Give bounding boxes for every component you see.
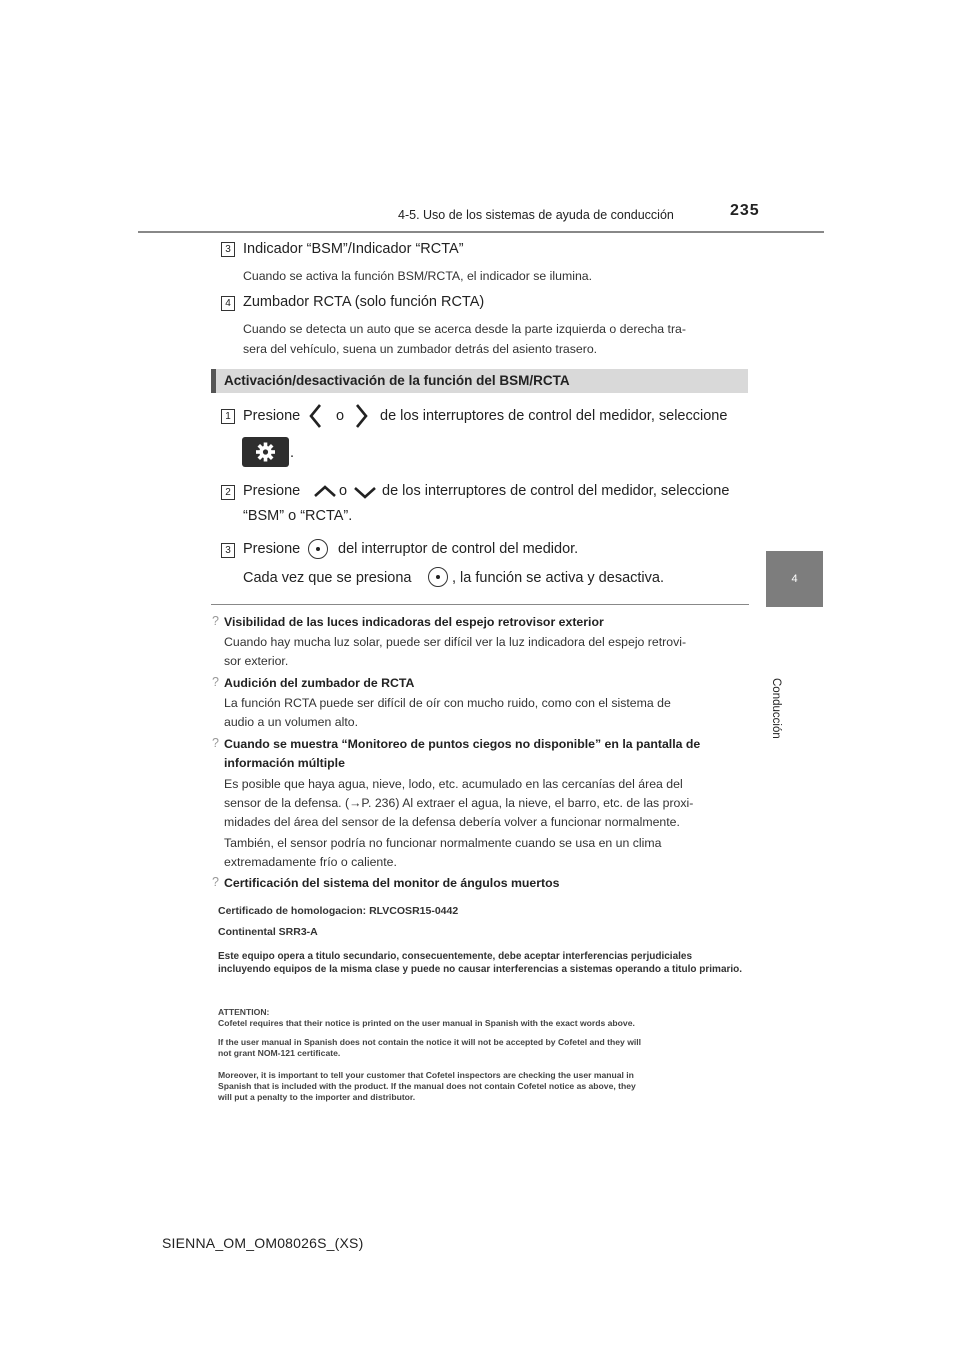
note-body: extremadamente frío o caliente. [224, 855, 397, 869]
note-body: sensor de la defensa. (→P. 236) Al extraer el agua, la nieve, el barro, etc. de las proxi- [224, 796, 694, 810]
note-heading: información múltiple [224, 756, 345, 770]
note-marker: ? [212, 614, 219, 628]
note-heading: Cuando se muestra “Monitoreo de puntos ciegos no disponible” en la pantalla de [224, 737, 701, 751]
note-body: audio a un volumen alto. [224, 715, 358, 729]
item-description: Cuando se detecta un auto que se acerca desde la parte izquierda o derecha tra- [243, 322, 686, 336]
step-text: Presione [243, 408, 301, 424]
note-body: La función RCTA puede ser difícil de oír con mucho ruido, como con el sistema de [224, 696, 671, 710]
note-body: Es posible que haya agua, nieve, lodo, etc. acumulado en las cercanías del área del [224, 777, 683, 791]
item-number-box: 4 [221, 296, 235, 311]
step-text: . [290, 445, 295, 461]
step-text: Presione [243, 483, 301, 499]
notes-divider [211, 604, 749, 605]
chevron-right-icon [353, 402, 369, 430]
step-number-box: 1 [221, 409, 235, 424]
step-text: “BSM” o “RCTA”. [243, 508, 353, 524]
attention-line: not grant NOM-121 certificate. [218, 1048, 341, 1058]
attention-line: Moreover, it is important to tell your customer that Cofetel inspectors are checking the user manual in [218, 1070, 634, 1080]
note-body: midades del área del sensor de la defensa debería volver a funcionar normalmente. [224, 815, 680, 829]
section-bar-accent [211, 369, 216, 393]
item-description: sera del vehículo, suena un zumbador detrás del asiento trasero. [243, 342, 598, 356]
settings-button-graphic [242, 437, 289, 467]
note-heading: Certificación del sistema del monitor de ángulos muertos [224, 876, 560, 890]
step-number-box: 3 [221, 543, 235, 558]
note-body: También, el sensor podría no funcionar normalmente cuando se usa en un clima [224, 836, 662, 850]
cert-line: Este equipo opera a titulo secundario, consecuentemente, debe aceptar interferencias perjudiciales [218, 951, 693, 962]
item-title: Indicador “BSM”/Indicador “RCTA” [243, 241, 464, 257]
chapter-tab-number: 4 [791, 573, 798, 585]
step-text: de los interruptores de control del medidor, seleccione [382, 483, 730, 499]
step-text: o [339, 483, 348, 499]
note-heading: Visibilidad de las luces indicadoras del espejo retrovisor exterior [224, 615, 604, 629]
cert-line: incluyendo equipos de la misma clase y puede no causar interferencias a sistemas operando a titulo primario. [218, 964, 743, 975]
attention-line: will put a penalty to the importer and distributor. [218, 1092, 416, 1102]
item-title: Zumbador RCTA (solo función RCTA) [243, 294, 485, 310]
document-footer-code: SIENNA_OM_OM08026S_(XS) [162, 1235, 364, 1251]
step-number-box: 2 [221, 485, 235, 500]
chevron-down-icon [352, 486, 378, 500]
enter-button-icon [308, 539, 328, 559]
page-number: 235 [730, 202, 760, 219]
attention-line: Cofetel requires that their notice is printed on the user manual in Spanish with the exact words above. [218, 1018, 635, 1028]
note-marker: ? [212, 736, 219, 750]
item-description: Cuando se activa la función BSM/RCTA, el indicador se ilumina. [243, 269, 593, 283]
attention-line: If the user manual in Spanish does not contain the notice it will not be accepted by Cofetel and they will [218, 1037, 642, 1047]
section-heading-bar [211, 369, 748, 393]
chevron-left-icon [308, 402, 324, 430]
step-text: del interruptor de control del medidor. [338, 541, 579, 557]
note-body: sor exterior. [224, 654, 289, 668]
header-rule [138, 231, 824, 233]
attention-line: ATTENTION: [218, 1007, 270, 1017]
cert-line: Continental SRR3-A [218, 926, 318, 938]
chapter-tab-label: Conducción [770, 678, 782, 739]
step-text: , la función se activa y desactiva. [452, 570, 664, 586]
step-text: Cada vez que se presiona [243, 570, 412, 586]
step-text: Presione [243, 541, 301, 557]
attention-line: Spanish that is included with the product. If the manual does not contain Cofetel notice as above, they [218, 1081, 636, 1091]
running-header-section: 4-5. Uso de los sistemas de ayuda de conducción [398, 208, 674, 222]
chapter-tab [766, 551, 823, 607]
item-number-box: 3 [221, 242, 235, 257]
note-body: Cuando hay mucha luz solar, puede ser difícil ver la luz indicadora del espejo retrovi- [224, 635, 687, 649]
gear-icon [242, 437, 289, 467]
chapter-tab-label-wrap [752, 618, 812, 739]
note-heading: Audición del zumbador de RCTA [224, 676, 415, 690]
note-marker: ? [212, 875, 219, 889]
section-heading: Activación/desactivación de la función del BSM/RCTA [224, 373, 570, 388]
chevron-up-icon [312, 484, 338, 498]
enter-button-icon [428, 567, 448, 587]
step-text: de los interruptores de control del medidor, seleccione [380, 408, 728, 424]
cert-line: Certificado de homologacion: RLVCOSR15-0442 [218, 905, 459, 917]
note-marker: ? [212, 675, 219, 689]
step-text: o [336, 408, 345, 424]
